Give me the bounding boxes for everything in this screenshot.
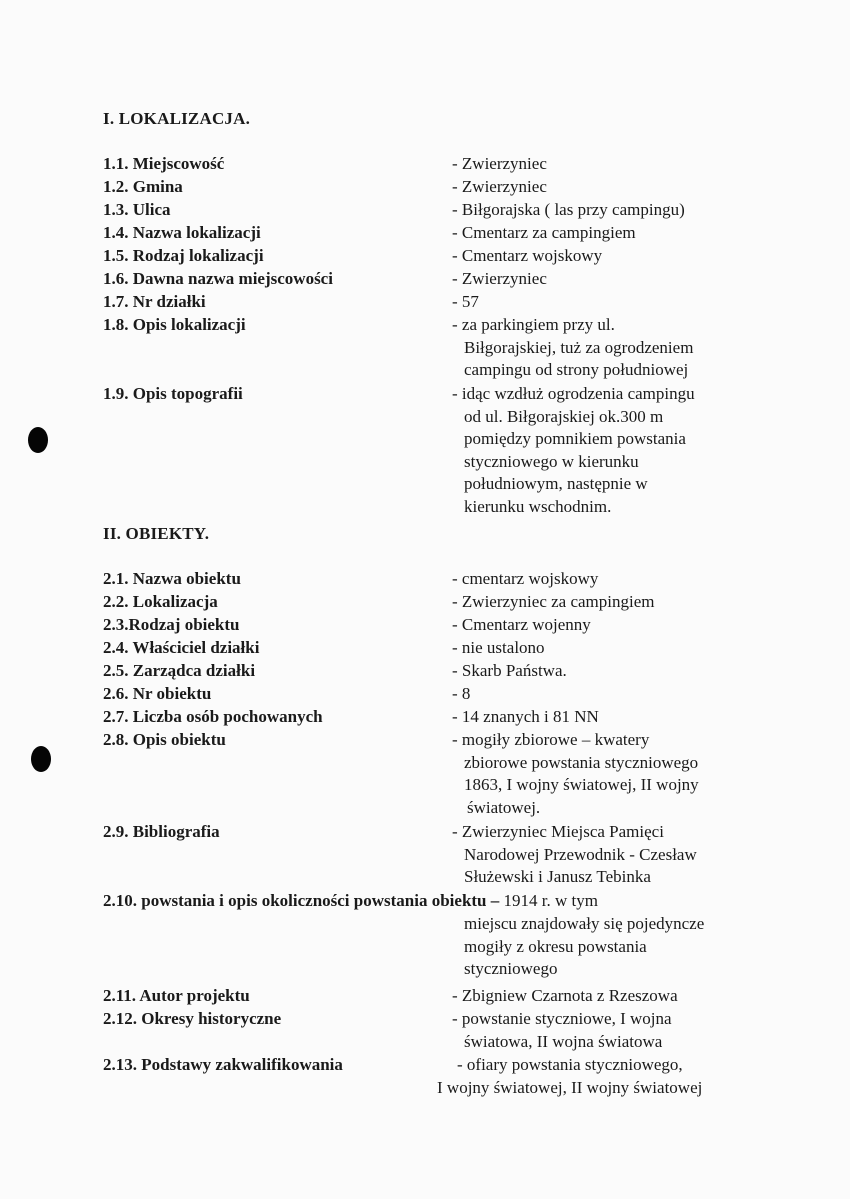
field-value: - Zwierzyniec (452, 177, 547, 196)
field-label: 2.13. Podstawy zakwalifikowania (103, 1055, 343, 1074)
field-label: 2.10. powstania i opis okoliczności powstania obiektu – (103, 891, 500, 910)
field-value: I wojny światowej, II wojny światowej (437, 1078, 703, 1097)
field-label: 1.8. Opis lokalizacji (103, 315, 246, 334)
field-value: - Skarb Państwa. (452, 661, 567, 680)
field-label: 2.11. Autor projektu (103, 986, 250, 1005)
field-label-wide (103, 890, 598, 913)
field-value: - mogiły zbiorowe – kwatery zbiorowe powstania styczniowego 1863, I wojny światowej, II wojny światowej. (452, 730, 699, 817)
field-value: - powstanie styczniowe, I wojna światowa, II wojna światowa (452, 1009, 672, 1051)
field-label: 2.4. Właściciel działki (103, 638, 260, 657)
field-value: - Zwierzyniec (452, 269, 547, 288)
field-value: - 57 (452, 292, 479, 311)
field-value: - Biłgorajska ( las przy campingu) (452, 200, 685, 219)
field-label: 1.4. Nazwa lokalizacji (103, 223, 261, 242)
field-value: - 8 (452, 684, 471, 703)
field-value: - Cmentarz wojskowy (452, 246, 603, 265)
field-value: - ofiary powstania styczniowego, (457, 1055, 683, 1074)
field-value: - za parkingiem przy ul. Biłgorajskiej, tuż za ogrodzeniem campingu od strony południowej (452, 315, 694, 379)
field-value: - cmentarz wojskowy (452, 569, 599, 588)
field-value: - Cmentarz wojenny (452, 615, 591, 634)
field-label: 1.9. Opis topografii (103, 384, 243, 403)
field-value: - 14 znanych i 81 NN (452, 707, 599, 726)
section-heading: II. OBIEKTY. (103, 524, 210, 543)
field-value: - Zwierzyniec za campingiem (452, 592, 655, 611)
field-value: - Zwierzyniec (452, 154, 547, 173)
field-label: 1.6. Dawna nazwa miejscowości (103, 269, 333, 288)
field-value: miejscu znajdowały się pojedyncze mogiły z okresu powstania styczniowego (464, 914, 705, 978)
field-value: - Zbigniew Czarnota z Rzeszowa (452, 986, 678, 1005)
punch-hole (28, 427, 48, 453)
field-label: 2.12. Okresy historyczne (103, 1009, 282, 1028)
field-value: - nie ustalono (452, 638, 545, 657)
field-label: 1.2. Gmina (103, 177, 183, 196)
section-heading: I. LOKALIZACJA. (103, 109, 251, 128)
field-label: 1.7. Nr działki (103, 292, 206, 311)
field-label: 1.1. Miejscowość (103, 154, 225, 173)
field-value: - Zwierzyniec Miejsca Pamięci Narodowej Przewodnik - Czesław Służewski i Janusz Tebinka (452, 822, 697, 886)
punch-hole (31, 746, 51, 772)
field-label: 2.1. Nazwa obiektu (103, 569, 241, 588)
field-label: 2.2. Lokalizacja (103, 592, 218, 611)
field-label: 2.9. Bibliografia (103, 822, 220, 841)
field-label: 1.3. Ulica (103, 200, 171, 219)
field-label: 2.5. Zarządca działki (103, 661, 256, 680)
field-label: 2.8. Opis obiektu (103, 730, 226, 749)
field-value: - idąc wzdłuż ogrodzenia campingu od ul. Biłgorajskiej ok.300 m pomiędzy pomnikiem powstania styczniowego w kierunku południowym, następnie w kierunku wschodnim. (452, 384, 695, 516)
field-value: - Cmentarz za campingiem (452, 223, 636, 242)
field-label: 2.3.Rodzaj obiektu (103, 615, 240, 634)
field-label: 2.6. Nr obiektu (103, 684, 212, 703)
field-label: 1.5. Rodzaj lokalizacji (103, 246, 264, 265)
field-label: 2.7. Liczba osób pochowanych (103, 707, 323, 726)
field-value: 1914 r. w tym (499, 891, 598, 910)
